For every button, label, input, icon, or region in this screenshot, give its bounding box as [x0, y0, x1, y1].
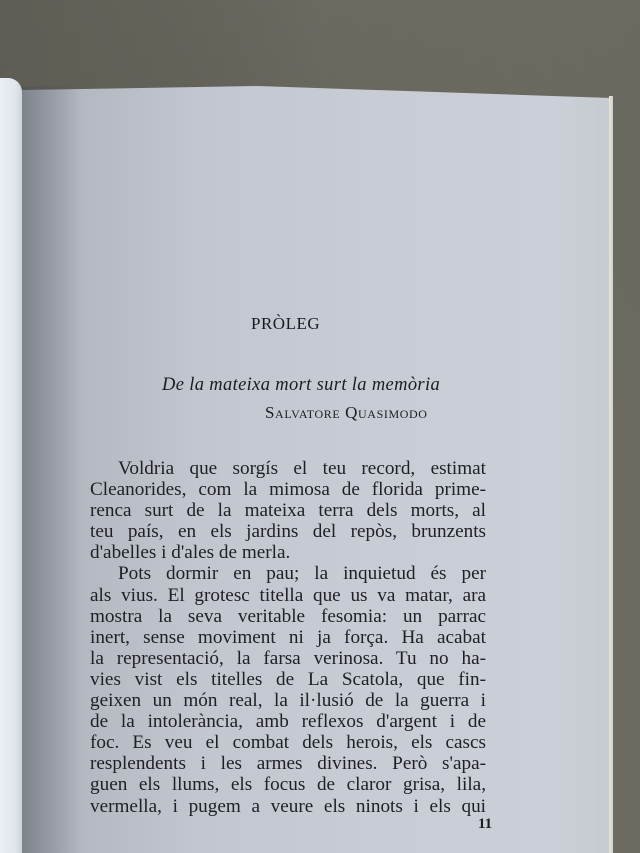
paragraph-1 [90, 458, 486, 563]
text-line: la representació, la farsa verinosa. Tu no ha- [90, 647, 486, 669]
text-line: teu país, en els jardins del repòs, brunzents [90, 521, 486, 543]
epigraph-author: Salvatore Quasimodo [265, 403, 428, 422]
text-line: vermella, i pugem a veure els ninots i els qui [90, 795, 486, 817]
text-line: Voldria que sorgís el teu record, estimat [118, 458, 486, 479]
text-line: Pots dormir en pau; la inquietud és per [118, 563, 486, 585]
text-line: inert, sense moviment ni ja força. Ha acabat [90, 626, 486, 648]
paragraph-2 [90, 563, 486, 816]
text-line: renca surt de la mateixa terra dels morts, al [90, 500, 486, 522]
text-line: geixen un món real, la il·lusió de la guerra i [90, 690, 486, 712]
text-line: als vius. El grotesc titella que us va matar, ara [90, 584, 486, 606]
text-line: d'abelles i d'ales de merla. [90, 542, 291, 564]
text-line: vies vist els titelles de La Scatola, que fin- [90, 668, 486, 690]
text-line: Cleanorides, com la mimosa de florida prime- [90, 479, 486, 501]
text-line: mostra la seva veritable fesomia: un parrac [90, 605, 486, 627]
text-line: de la intolerància, amb reflexos d'argent i de [90, 711, 486, 733]
body-text [90, 458, 486, 817]
chapter-title: PRÒLEG [251, 314, 321, 333]
text-line: foc. Es veu el combat dels herois, els cascs [90, 732, 486, 754]
text-line: resplendents i les armes divines. Però s'apa- [90, 753, 486, 775]
page-number: 11 [478, 816, 493, 832]
text-line: guen els llums, els focus de claror grisa, lila, [90, 774, 486, 796]
epigraph-quote: De la mateixa mort surt la memòria [162, 375, 441, 395]
